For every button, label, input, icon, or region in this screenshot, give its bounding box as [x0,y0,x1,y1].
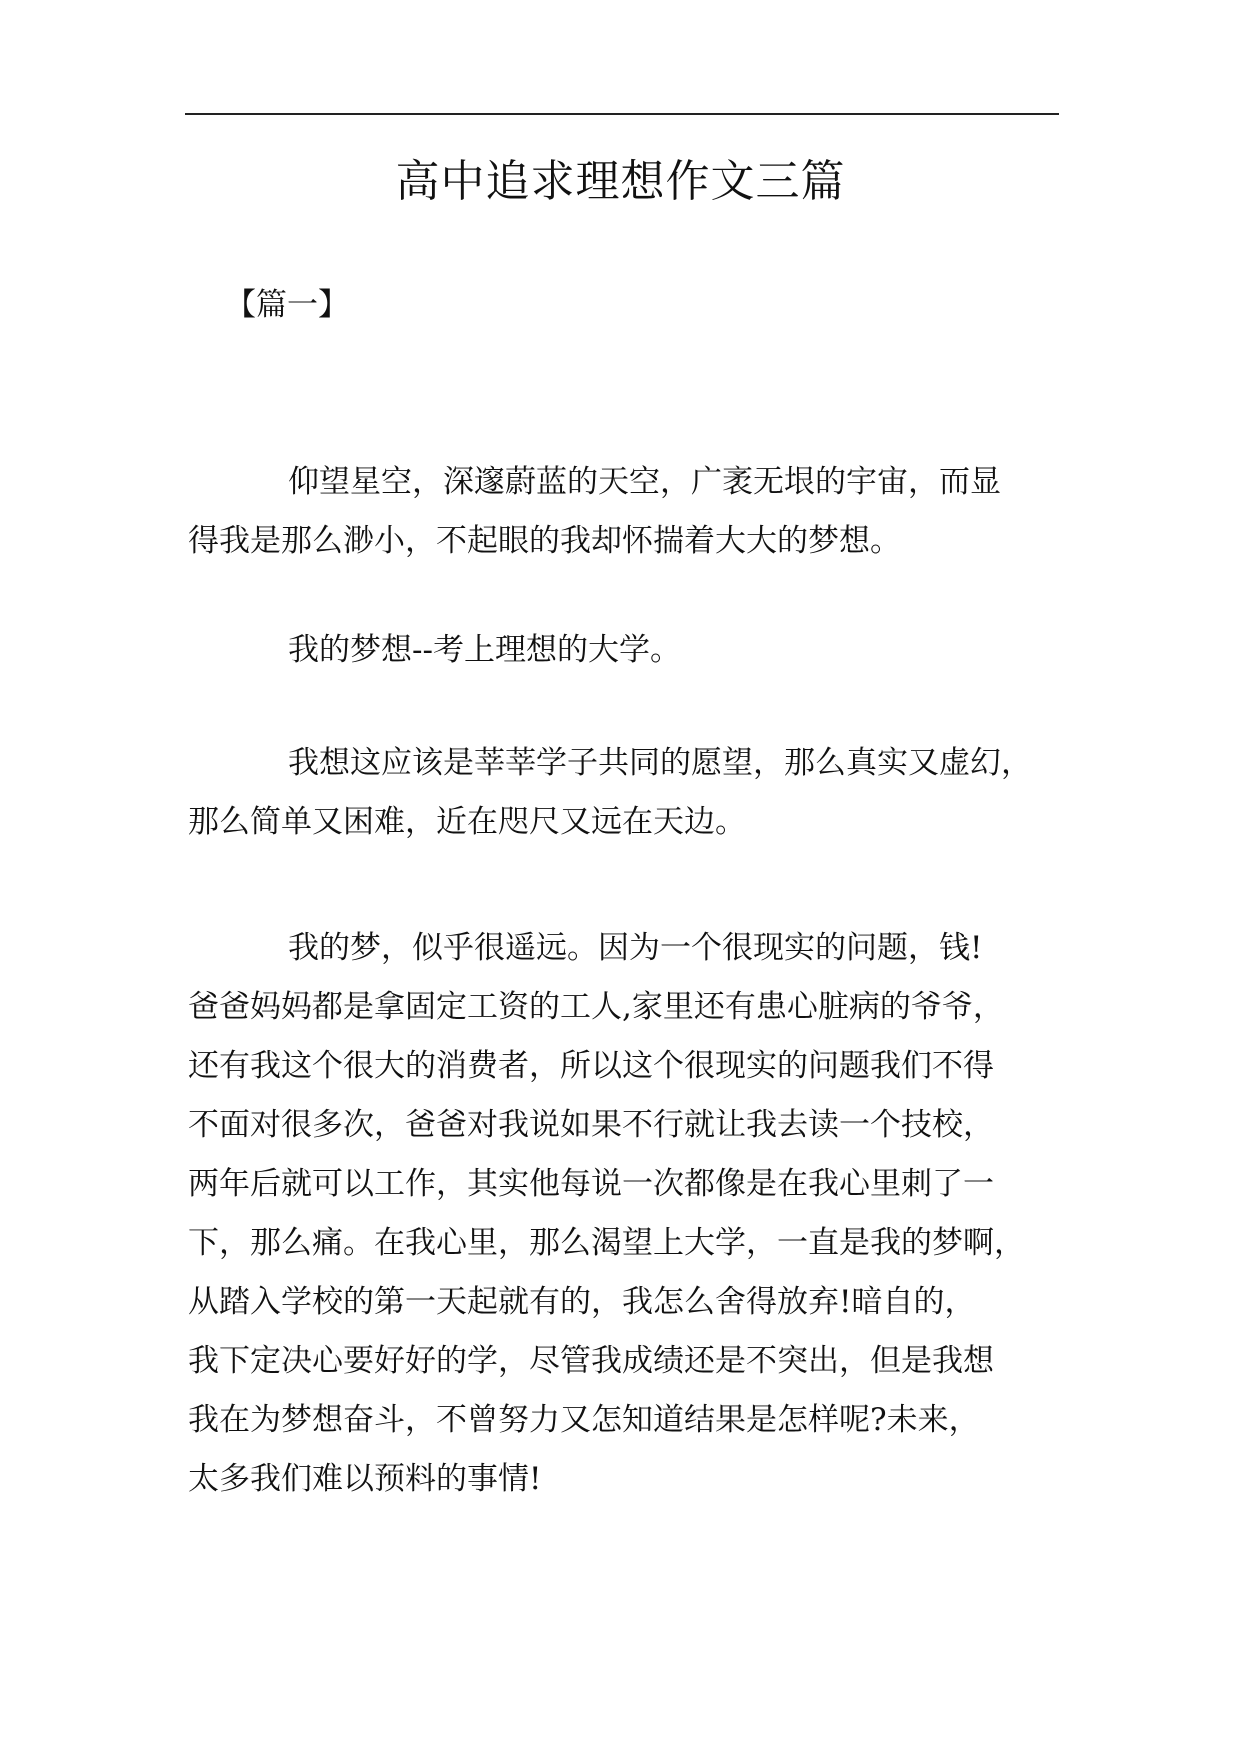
paragraph-4 [188,919,1058,1509]
paragraph-line: 我在为梦想奋斗，不曾努力又怎知道结果是怎样呢?未来， [188,1402,980,1438]
paragraph-line: 不面对很多次，爸爸对我说如果不行就让我去读一个技校， [188,1107,994,1143]
section-heading: 【篇一】 [225,287,349,323]
header-rule [185,113,1059,115]
paragraph-1 [188,453,1058,571]
paragraph-line: 我想这应该是莘莘学子共同的愿望，那么真实又虚幻， [288,745,1032,781]
paragraph-line: 下，那么痛。在我心里，那么渴望上大学，一直是我的梦啊， [188,1225,1025,1261]
paragraph-line: 我的梦，似乎很遥远。因为一个很现实的问题，钱! [288,930,983,966]
paragraph-line: 太多我们难以预料的事情! [188,1461,542,1497]
paragraph-line: 还有我这个很大的消费者，所以这个很现实的问题我们不得 [188,1048,994,1084]
paragraph-line: 从踏入学校的第一天起就有的，我怎么舍得放弃!暗自的， [188,1284,976,1320]
paragraph-line: 爸爸妈妈都是拿固定工资的工人,家里还有患心脏病的爷爷， [188,989,1004,1025]
paragraph-line: 那么简单又困难，近在咫尺又远在天边。 [188,804,746,840]
paragraph-3 [188,734,1058,852]
paragraph-line: 我的梦想--考上理想的大学。 [288,632,681,668]
paragraph-line: 得我是那么渺小，不起眼的我却怀揣着大大的梦想。 [188,523,901,559]
paragraph-2 [188,621,1058,680]
page-title: 高中追求理想作文三篇 [395,156,846,207]
paragraph-line: 仰望星空，深邃蔚蓝的天空，广袤无垠的宇宙，而显 [288,464,1001,500]
paragraph-line: 两年后就可以工作，其实他每说一次都像是在我心里刺了一 [188,1166,994,1202]
paragraph-line: 我下定决心要好好的学，尽管我成绩还是不突出，但是我想 [188,1343,994,1379]
